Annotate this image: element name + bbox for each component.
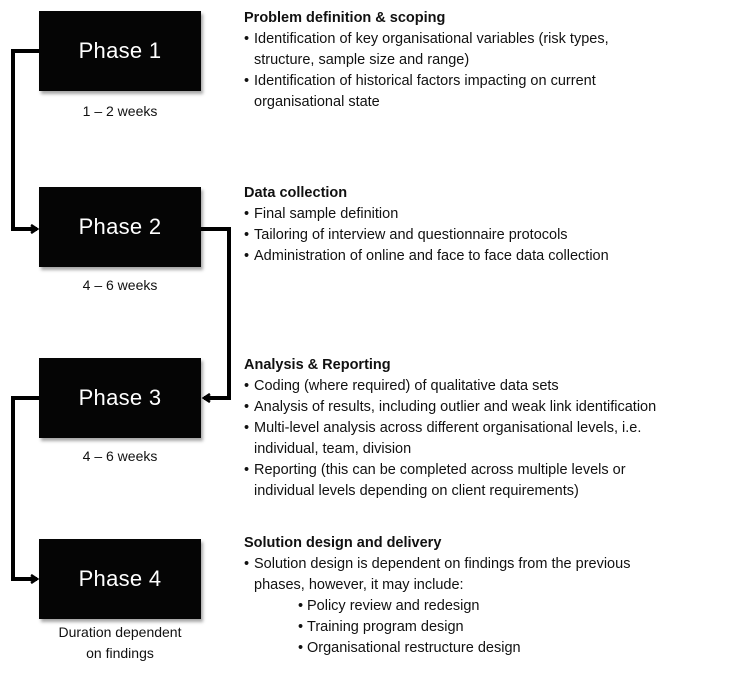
- section-heading: Analysis & Reporting: [244, 357, 391, 373]
- connector-phase1-to-phase2: [13, 51, 39, 229]
- phase-4-duration: [39, 622, 201, 664]
- section-heading: Solution design and delivery: [244, 535, 442, 551]
- bullet-icon: •: [244, 73, 250, 89]
- bullet-icon: •: [244, 31, 250, 47]
- phase-1-box: [39, 11, 201, 91]
- list-item: • Analysis of results, including outlier and weak link identification: [244, 397, 724, 418]
- connector-phase3-to-phase4: [13, 398, 39, 579]
- list-item: • Solution design is dependent on findings from the previous phases, however, it may include:: [244, 556, 631, 593]
- section-problem-definition: [244, 8, 724, 113]
- section-heading: Problem definition & scoping: [244, 10, 446, 26]
- list-item: • Multi-level analysis across different organisational levels, i.e. individual, team, division: [244, 420, 642, 457]
- bullet-icon: •: [244, 462, 250, 478]
- section-data-collection: [244, 183, 724, 267]
- bullet-icon: •: [244, 248, 250, 264]
- phase-2-duration: 4 – 6 weeks: [82, 277, 158, 293]
- list-item: • Reporting (this can be completed across multiple levels or individual levels depending on client requirements): [244, 462, 626, 499]
- phase-4-box: [39, 539, 201, 619]
- phase-4-duration-line2: on findings: [86, 645, 154, 661]
- phase-2-label: Phase 2: [78, 214, 162, 239]
- sub-list-item: • Training program design: [244, 617, 724, 638]
- list-item: • Administration of online and face to face data collection: [244, 246, 724, 267]
- sub-list-item: • Organisational restructure design: [244, 638, 724, 659]
- phase-1-label: Phase 1: [78, 38, 162, 63]
- section-solution-design: [244, 533, 724, 659]
- bullet-icon: •: [244, 378, 250, 394]
- bullet-icon: •: [244, 206, 250, 222]
- list-item: • Identification of historical factors impacting on current organisational state: [244, 73, 596, 110]
- section-analysis-reporting: [244, 355, 724, 502]
- phase-3-box: [39, 358, 201, 438]
- bullet-icon: •: [244, 399, 250, 415]
- bullet-icon: •: [298, 619, 304, 635]
- list-item: • Final sample definition: [244, 204, 724, 225]
- phase-2-box: [39, 187, 201, 267]
- bullet-icon: •: [298, 640, 304, 656]
- list-item: • Tailoring of interview and questionnaire protocols: [244, 225, 724, 246]
- sub-list-item: • Policy review and redesign: [244, 596, 724, 617]
- phase-4-label: Phase 4: [78, 566, 162, 591]
- bullet-icon: •: [244, 227, 250, 243]
- list-item: • Identification of key organisational variables (risk types, structure, sample size and range): [244, 31, 609, 68]
- bullet-icon: •: [298, 598, 304, 614]
- phase-3-label: Phase 3: [78, 385, 162, 410]
- phase-4-duration-line1: Duration dependent: [58, 624, 182, 640]
- bullet-icon: •: [244, 556, 250, 572]
- list-item: • Coding (where required) of qualitative data sets: [244, 376, 724, 397]
- bullet-icon: •: [244, 420, 250, 436]
- phase-3-duration: 4 – 6 weeks: [82, 448, 158, 464]
- connector-phase2-to-phase3: [201, 229, 229, 398]
- section-heading: Data collection: [244, 185, 348, 201]
- phase-1-duration: 1 – 2 weeks: [82, 103, 158, 119]
